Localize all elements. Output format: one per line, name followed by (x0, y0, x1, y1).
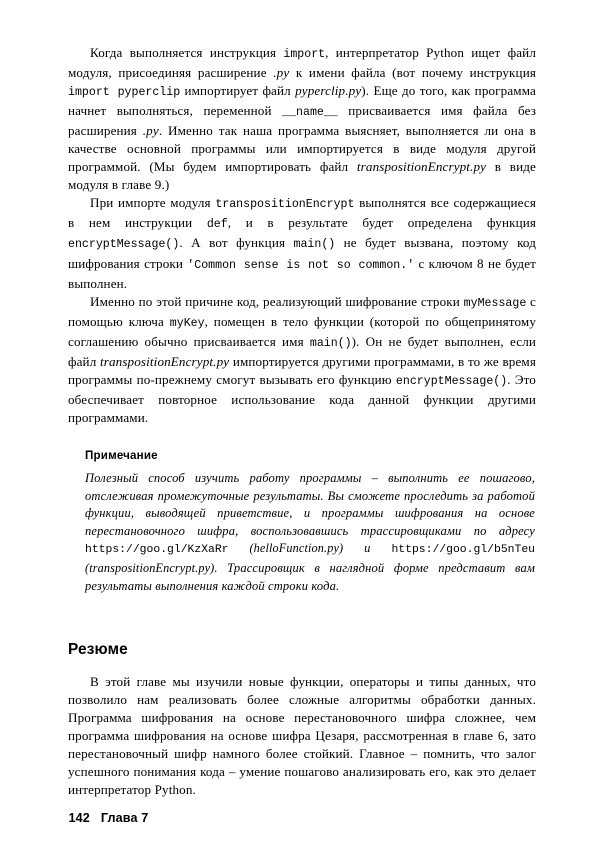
inline-filename: .py (142, 123, 159, 139)
inline-code: transpositionEncrypt (215, 198, 355, 212)
inline-code: https://goo.gl/b5nTeu (391, 544, 535, 557)
inline-filename: transpositionEncrypt.py (356, 159, 487, 175)
inline-code: def (206, 218, 228, 232)
paragraph: При импорте модуля transpositionEncrypt выполнятся все содержащиеся в нем инструкции def, и в результате будет определена функция encryptMessage(). А вот функция main() не будет вызвана, поэтому код шифрования строки 'Common sense is not so common.' с ключом 8 не будет выполнен. (68, 195, 537, 291)
page-content (68, 44, 536, 799)
inline-code: myMessage (463, 296, 527, 310)
section-heading-summary: Резюме (68, 641, 128, 659)
summary-section (68, 641, 536, 799)
note-body: Полезный способ изучить работу программы – выполнить ее пошагово, отслеживая промежуточные результаты. Вы сможете проследить за работой функции, выводящей приветствие, и программы шифрования на основе перестановочного шифра, воспользовавшись трассировщиками по адресу https://goo.gl/KzXaRr (helloFunction.py) и https://goo.gl/b5nTeu (transpositionEncrypt.py). Трассировщик в наглядной форме представит вам результаты выполнения каждой строки кода. (85, 470, 535, 593)
inline-code: myKey (169, 316, 205, 330)
inline-code: main() (293, 238, 336, 252)
inline-filename: transpositionEncrypt.py (99, 353, 230, 369)
inline-filename: (helloFunction.py) (249, 541, 344, 556)
footer-page-number: 142 (68, 811, 90, 825)
paragraph: В этой главе мы изучили новые функции, операторы и типы данных, что позволило нам реализовать более сложные алгоритмы обработки данных. Программа шифрования на основе перестановочного шифра сложнее, чем программа шифрования на основе шифра Цезаря, рассмотренная в главе 6, зато перестановочный шифр намного более стойкий. Главное – помнить, что залог успешного понимания кода – умение пошагово анализировать его, как это делает интерпретатор Python. (68, 674, 536, 798)
body-paragraphs (68, 44, 536, 427)
inline-code: encryptMessage() (395, 374, 508, 388)
inline-code: import pyperclip (68, 86, 181, 100)
inline-code: import (283, 48, 326, 61)
paragraph: Когда выполняется инструкция import, интерпретатор Python ищет файл модуля, присоединяя расширение .py к имени файла (вот почему инструкция import pyperclip импортирует файл pyperclip.py). Еще до того, как программа начнет выполняться, переменной __name__ присваивается имя файла без расширения .py. Именно так наша программа выясняет, выполняется ли она в качестве основной программы или импортируется в виде модуля другой программой. (Мы будем импортировать файл transpositionEncrypt.py в виде модуля в главе 9.) (68, 45, 537, 193)
inline-code: encryptMessage() (68, 238, 180, 252)
inline-code: https://goo.gl/KzXaRr (85, 544, 229, 557)
paragraph: Именно по этой причине код, реализующий шифрование строки myMessage с помощью ключа myKey, помещен в тело функции (которой по общепринятому соглашению обычно присваивается имя main()). Он не будет выполнен, если файл transpositionEncrypt.py импортируется другими программами, в то же время программы по-прежнему смогут вызывать его функцию encryptMessage(). Это обеспечивает повторное использование кода данной функции другими программами. (68, 293, 537, 425)
inline-code: 'Common sense is not so common.' (187, 258, 415, 272)
page-footer (54, 797, 148, 839)
note-block (85, 449, 535, 595)
note-title: Примечание (85, 448, 158, 462)
inline-filename: .py (273, 65, 290, 81)
inline-filename: pyperclip.py (295, 83, 362, 99)
inline-filename: (transpositionEncrypt.py) (85, 560, 215, 575)
inline-code: main() (309, 336, 352, 350)
footer-chapter-label: Глава 7 (100, 811, 149, 825)
inline-code: __name__ (282, 106, 338, 120)
